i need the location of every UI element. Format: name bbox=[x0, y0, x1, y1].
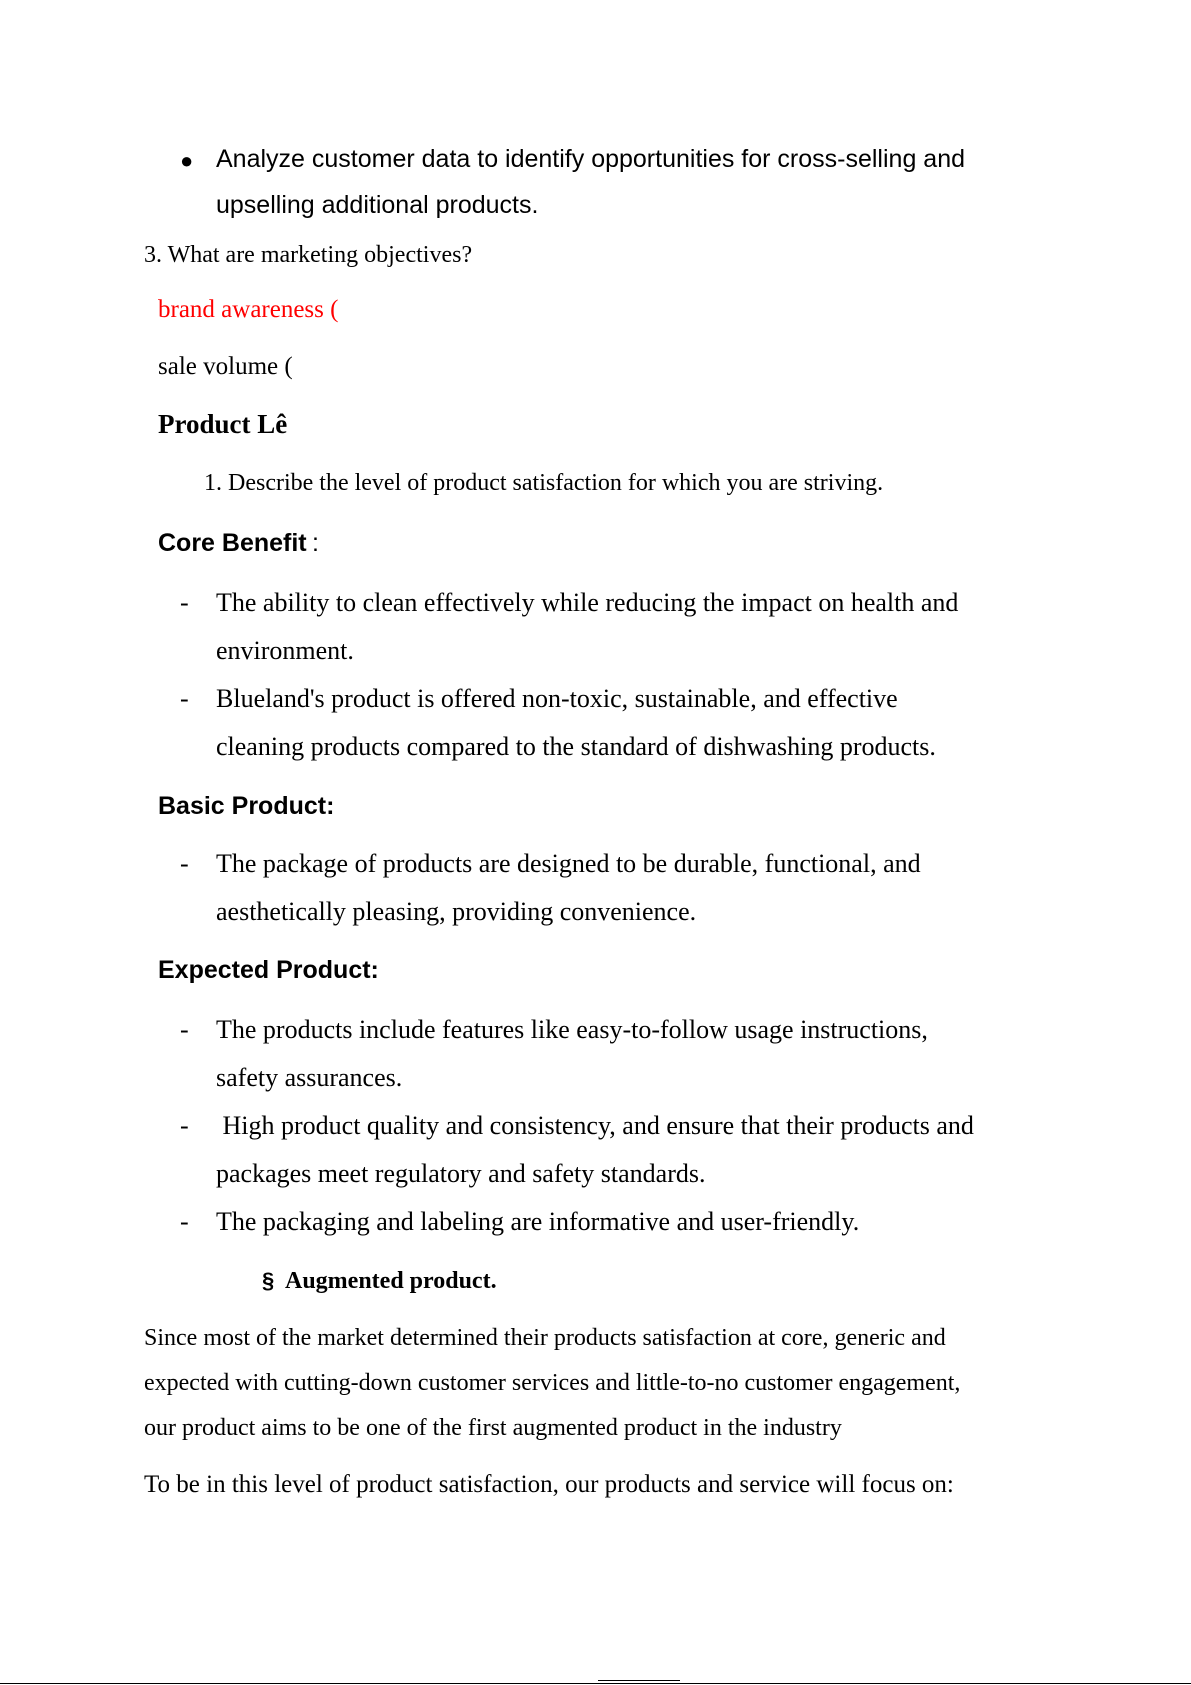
basic-bullet-1-line1: The package of products are designed to be durable, functional, and bbox=[216, 849, 921, 878]
expected-bullet-1-line1: The products include features like easy-to-follow usage instructions, bbox=[216, 1015, 928, 1044]
basic-product-heading: Basic Product: bbox=[158, 792, 335, 820]
core-benefit-heading: Core Benefit bbox=[158, 529, 307, 557]
expected-bullet-1-line2: safety assurances. bbox=[216, 1063, 403, 1092]
core-bullet-2-line1: Blueland's product is offered non-toxic, sustainable, and effective bbox=[216, 684, 898, 713]
core-benefit-colon: : bbox=[312, 529, 319, 557]
question-item-1: 1. Describe the level of product satisfaction for which you are striving. bbox=[204, 470, 884, 496]
dash-marker: - bbox=[180, 849, 189, 878]
dash-marker: - bbox=[180, 1207, 189, 1236]
core-bullet-1-line2: environment. bbox=[216, 636, 354, 665]
page-bottom-border bbox=[0, 1683, 1191, 1684]
page-bottom-tick bbox=[598, 1680, 680, 1681]
dash-marker: - bbox=[180, 684, 189, 713]
expected-product-heading: Expected Product: bbox=[158, 956, 379, 984]
dash-marker: - bbox=[180, 1111, 189, 1140]
paragraph-line3: our product aims to be one of the first augmented product in the industry bbox=[144, 1415, 842, 1441]
core-bullet-2-line2: cleaning products compared to the standard of dishwashing products. bbox=[216, 732, 936, 761]
objective-brand-awareness: brand awareness ( bbox=[158, 296, 339, 323]
objective-sale-volume: sale volume ( bbox=[158, 353, 293, 380]
basic-bullet-1-line2: aesthetically pleasing, providing convenience. bbox=[216, 897, 697, 926]
dash-marker: - bbox=[180, 588, 189, 617]
augmented-product-heading: Augmented product. bbox=[285, 1268, 497, 1294]
paragraph-line1: Since most of the market determined their products satisfaction at core, generic and bbox=[144, 1325, 946, 1351]
bullet-icon: ● bbox=[180, 148, 194, 173]
section-icon: § bbox=[262, 1268, 275, 1293]
closing-sentence: To be in this level of product satisfaction, our products and service will focus on: bbox=[144, 1471, 954, 1498]
core-bullet-1-line1: The ability to clean effectively while reducing the impact on health and bbox=[216, 588, 959, 617]
intro-bullet-line2: upselling additional products. bbox=[216, 191, 539, 219]
question-3: 3. What are marketing objectives? bbox=[144, 242, 473, 268]
product-heading: Product Lê bbox=[158, 409, 288, 439]
expected-bullet-2-line2: packages meet regulatory and safety standards. bbox=[216, 1159, 706, 1188]
intro-bullet-line1: Analyze customer data to identify opportunities for cross-selling and bbox=[216, 145, 965, 173]
expected-bullet-3-line1: The packaging and labeling are informative and user-friendly. bbox=[216, 1207, 860, 1236]
dash-marker: - bbox=[180, 1015, 189, 1044]
expected-bullet-2-line1: High product quality and consistency, and ensure that their products and bbox=[216, 1111, 974, 1140]
paragraph-line2: expected with cutting-down customer services and little-to-no customer engagement, bbox=[144, 1370, 961, 1396]
